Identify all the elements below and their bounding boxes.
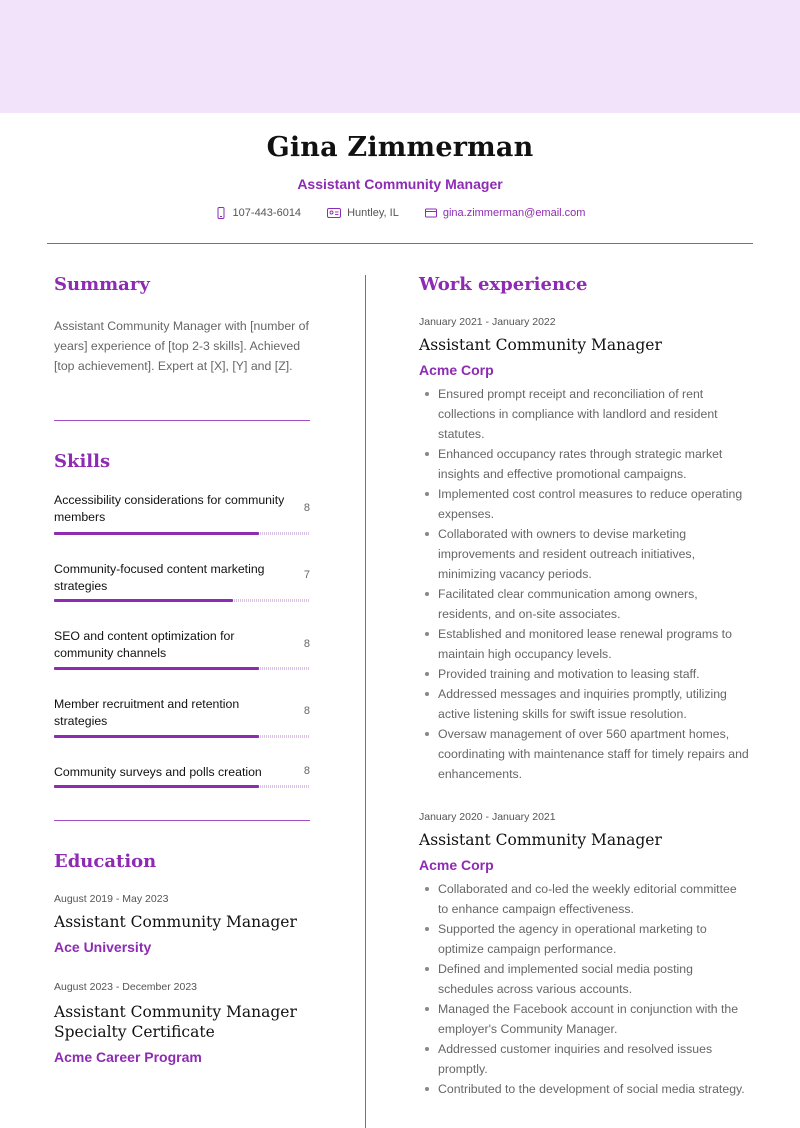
email-link[interactable]: gina.zimmerman@email.com (442, 207, 586, 219)
skill-bar-fill (54, 667, 259, 670)
job-dates: January 2021 - January 2022 (419, 316, 556, 328)
job-bullet: Established and monitored lease renewal programs to maintain high occupancy levels. (438, 624, 750, 664)
job-bullet: Facilitated clear communication among owners, residents, and on-site associates. (438, 584, 750, 624)
skill-bar-fill (54, 735, 259, 738)
job-bullet: Enhanced occupancy rates through strategic market insights and effective promotional campaigns. (438, 444, 750, 484)
education-dates: August 2023 - December 2023 (54, 981, 198, 993)
skill-bar (54, 667, 310, 670)
skill-bar-fill (54, 532, 259, 535)
summary-divider (54, 420, 310, 421)
job-bullet: Implemented cost control measures to reduce operating expenses. (438, 484, 750, 524)
contact-row (0, 207, 800, 219)
job-dates: January 2020 - January 2021 (419, 811, 556, 823)
candidate-title: Assistant Community Manager (297, 176, 503, 192)
job-org: Acme Corp (419, 857, 494, 873)
contact-location (327, 207, 399, 219)
education-title: Assistant Community Manager (54, 913, 297, 931)
education-heading: Education (54, 851, 157, 872)
phone-icon (215, 207, 227, 219)
column-divider (365, 275, 366, 1128)
mail-icon (425, 207, 437, 219)
skill-bar (54, 735, 310, 738)
skills-divider (54, 820, 310, 821)
contact-phone (215, 207, 302, 219)
skill-bar-fill (54, 785, 259, 788)
skill-bar (54, 599, 310, 602)
skill-bar-fill (54, 599, 233, 602)
skill-score: 8 (303, 502, 310, 514)
job-bullet: Addressed customer inquiries and resolved issues promptly. (438, 1039, 750, 1079)
skill-item (54, 492, 310, 526)
job-title: Assistant Community Manager (419, 336, 662, 354)
job-bullet: Provided training and motivation to leasing staff. (438, 664, 750, 684)
id-card-icon (327, 207, 341, 219)
skill-bar (54, 785, 310, 788)
job-bullet: Managed the Facebook account in conjunction with the employer's Community Manager. (438, 999, 750, 1039)
skill-score: 8 (303, 765, 310, 777)
skill-name: Community surveys and polls creation (54, 765, 262, 779)
job-bullet: Supported the agency in operational marketing to optimize campaign performance. (438, 919, 750, 959)
skill-name: Member recruitment and retention strategies (54, 697, 240, 728)
work-heading: Work experience (419, 274, 588, 295)
job-bullet: Addressed messages and inquiries promptly, utilizing active listening skills for swift issue resolution. (438, 684, 750, 724)
header-band (0, 0, 800, 113)
job-title: Assistant Community Manager (419, 831, 662, 849)
skill-bar (54, 532, 310, 535)
skill-item (54, 561, 310, 595)
location-text: Huntley, IL (347, 207, 399, 219)
skill-item (54, 764, 310, 781)
job-bullet: Collaborated with owners to devise marketing improvements and resident outreach initiatives, minimizing vacancy periods. (438, 524, 750, 584)
header-divider (47, 243, 753, 244)
education-title: Assistant Community Manager Specialty Certificate (54, 1003, 297, 1041)
skill-score: 7 (303, 569, 310, 581)
skill-name: SEO and content optimization for community channels (54, 629, 235, 660)
candidate-name: Gina Zimmerman (266, 132, 534, 163)
job-bullets (419, 879, 750, 1099)
education-org: Ace University (54, 939, 152, 955)
job-bullet: Contributed to the development of social media strategy. (438, 1079, 750, 1099)
job-org: Acme Corp (419, 362, 494, 378)
skills-heading: Skills (54, 451, 111, 472)
education-dates: August 2019 - May 2023 (54, 893, 169, 905)
contact-email[interactable] (425, 207, 586, 219)
summary-text: Assistant Community Manager with [number of years] experience of [top 2-3 skills]. Achieved [top achievement]. Expert at [X], [Y] and [Z]. (54, 319, 309, 373)
job-bullet: Ensured prompt receipt and reconciliation of rent collections in compliance with landlord and resident statutes. (438, 384, 750, 444)
job-bullets (419, 384, 750, 784)
skill-name: Accessibility considerations for community members (54, 493, 285, 524)
skill-score: 8 (303, 705, 310, 717)
skill-item (54, 628, 310, 662)
education-org: Acme Career Program (54, 1049, 202, 1065)
summary-heading: Summary (54, 274, 150, 295)
skill-name: Community-focused content marketing strategies (54, 562, 265, 593)
skill-score: 8 (303, 638, 310, 650)
job-bullet: Defined and implemented social media posting schedules across various accounts. (438, 959, 750, 999)
job-bullet: Collaborated and co-led the weekly editorial committee to enhance campaign effectiveness. (438, 879, 750, 919)
job-bullet: Oversaw management of over 560 apartment homes, coordinating with maintenance staff for timely repairs and enhancements. (438, 724, 750, 784)
skill-item (54, 696, 310, 730)
phone-text: 107-443-6014 (232, 207, 302, 219)
